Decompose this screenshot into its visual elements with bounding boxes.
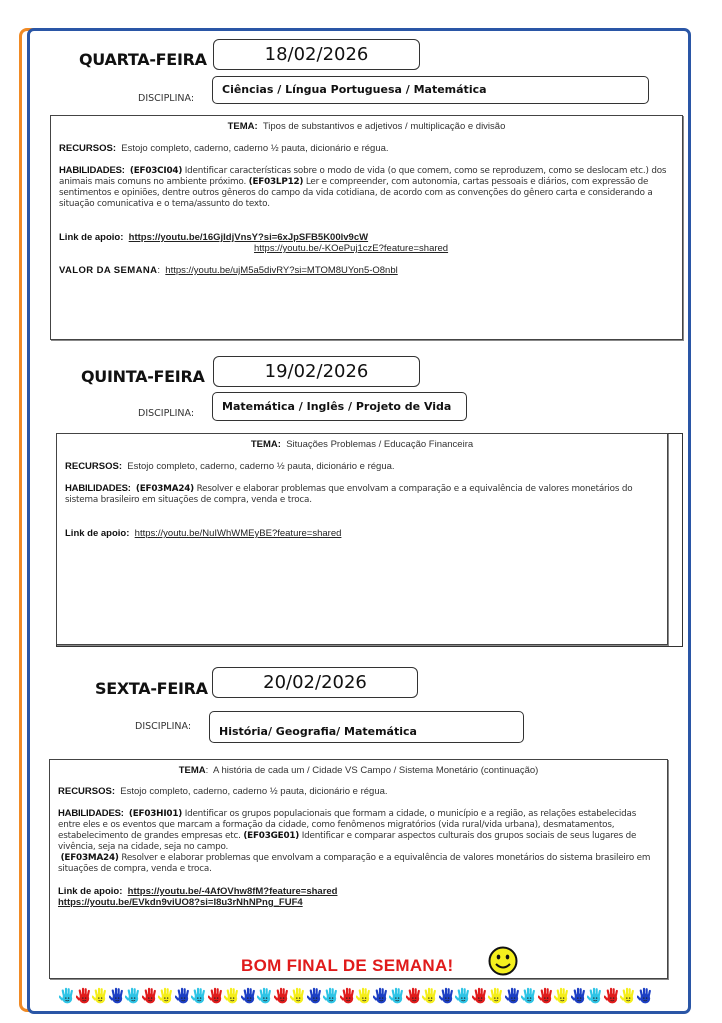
skill-code: (EF03GE01) — [243, 831, 300, 841]
support-link-1[interactable]: https://youtu.be/NuIWhWMEyBE?feature=shared — [134, 528, 342, 539]
recursos-label: RECURSOS: — [59, 143, 117, 154]
hand-icon — [488, 986, 505, 1006]
skill-text: Identificar características sobre o modo de vida (o que comem, como se reproduzem, como se deslocam etc.) dos animais mais comuns no ambiente próximo. — [59, 166, 667, 187]
habilidades-label: HABILIDADES: — [65, 483, 131, 494]
recursos-line — [51, 143, 682, 154]
content-box-wednesday — [50, 115, 683, 340]
hand-icon — [323, 986, 340, 1006]
valor-link[interactable]: https://youtu.be/ujM5a5divRY?si=MTOM8UYon5-O8nbl — [165, 265, 398, 276]
tema-line — [51, 121, 682, 132]
recursos-label: RECURSOS: — [58, 786, 116, 797]
tema-text: A história de cada um / Cidade VS Campo / Sistema Monetário (continuação) — [213, 765, 539, 776]
link-label: Link de apoio: — [58, 886, 123, 897]
recursos-line — [57, 461, 667, 472]
habilidades-paragraph — [50, 808, 667, 875]
date-box-thursday: 19/02/2026 — [213, 356, 420, 387]
skill-code: (EF03LP12) — [248, 177, 304, 187]
habilidades-paragraph — [51, 165, 682, 210]
hand-icon — [59, 986, 76, 1006]
disciplina-box-thursday: Matemática / Inglês / Projeto de Vida — [212, 392, 467, 421]
tema-line — [57, 439, 667, 450]
hand-icon — [109, 986, 126, 1006]
support-link-2[interactable]: https://youtu.be/-KOePuj1czE?feature=shared — [254, 243, 449, 254]
date-box-friday: 20/02/2026 — [212, 667, 418, 698]
hand-icon — [571, 986, 588, 1006]
skill-text: Ler e compreender, com autonomia, cartas pessoais e diários, com expressão de sentimentos e opiniões, dentre outros gêneros do campo da vida cotidiana, de acordo com as convenções do gênero carta e considerando a situação comunicativa e o tema/assunto do texto. — [59, 177, 653, 209]
recursos-text: Estojo completo, caderno, caderno ½ pauta, dicionário e régua. — [120, 786, 388, 797]
link-label: Link de apoio: — [59, 232, 124, 243]
hand-icon — [158, 986, 175, 1006]
hand-icon — [389, 986, 406, 1006]
hand-icon — [142, 986, 159, 1006]
hand-icon — [439, 986, 456, 1006]
support-link-1[interactable]: https://youtu.be/-4AfOVhw8fM?feature=shared — [127, 886, 338, 897]
valor-line: VALOR DA SEMANA: https://youtu.be/ujM5a5divRY?si=MTOM8UYon5-O8nbl — [59, 265, 398, 276]
hand-icon — [538, 986, 555, 1006]
disciplina-label: DISCIPLINA: — [135, 721, 192, 732]
skill-text: Identificar e comparar aspectos culturais dos grupos sociais de seus lugares de vivência, seja na cidade, seja no campo. — [58, 831, 637, 852]
hand-icon — [241, 986, 258, 1006]
hand-icon — [521, 986, 538, 1006]
support-link-1[interactable]: https://youtu.be/16GjIdjVnsY?si=6xJpSFB5K00lv9cW — [128, 232, 369, 243]
hand-icon — [76, 986, 93, 1006]
hands-border-decoration — [59, 986, 659, 1008]
support-links — [51, 232, 682, 243]
hand-icon — [92, 986, 109, 1006]
disciplina-box-friday: História/ Geografia/ Matemática — [209, 711, 524, 743]
support-links-cont — [50, 897, 667, 908]
skill-code: (EF03MA24) — [135, 484, 194, 494]
recursos-line — [50, 786, 667, 797]
hand-icon — [637, 986, 654, 1006]
hand-icon — [307, 986, 324, 1006]
day-title-friday: SEXTA-FEIRA — [95, 679, 208, 698]
skill-text: Identificar os grupos populacionais que formam a cidade, o município e a região, as relações estabelecidas entre eles e os eventos que marcam a formação da cidade, como fenômenos migratórios (vida rural/vida urbana), desmatamentos, estabelecimento de grandes empresas etc. — [58, 809, 637, 841]
link-label: Link de apoio: — [65, 528, 130, 539]
hand-icon — [191, 986, 208, 1006]
skill-text: Resolver e elaborar problemas que envolvam a comparação e a equivalência de valores monetários do sistema brasileiro em situações de compra, venda e troca. — [65, 484, 633, 505]
recursos-text: Estojo completo, caderno, caderno ½ pauta, dicionário e régua. — [127, 461, 395, 472]
skill-text: Resolver e elaborar problemas que envolvam a comparação e a equivalência de valores monetários do sistema brasileiro em situações de compra, venda e troca. — [58, 853, 651, 874]
hand-icon — [274, 986, 291, 1006]
hand-icon — [422, 986, 439, 1006]
support-links — [57, 528, 667, 539]
content-box-friday — [49, 759, 668, 979]
tema-line: TEMA: A história de cada um / Cidade VS Campo / Sistema Monetário (continuação) — [178, 765, 539, 776]
habilidades-paragraph — [57, 483, 667, 506]
hand-icon — [340, 986, 357, 1006]
smiley-icon — [488, 946, 518, 976]
tema-text: Tipos de substantivos e adjetivos / multiplicação e divisão — [262, 121, 506, 132]
skill-code: (EF03CI04) — [129, 166, 183, 176]
habilidades-label: HABILIDADES: — [58, 808, 124, 819]
hand-icon — [224, 986, 241, 1006]
recursos-text: Estojo completo, caderno, caderno ½ pauta, dicionário e régua. — [121, 143, 389, 154]
tema-label: TEMA — [178, 765, 206, 776]
hand-icon — [620, 986, 637, 1006]
date-box-wednesday: 18/02/2026 — [213, 39, 420, 70]
disciplina-label: DISCIPLINA: — [138, 408, 195, 419]
hand-icon — [505, 986, 522, 1006]
hand-icon — [257, 986, 274, 1006]
hand-icon — [125, 986, 142, 1006]
content-box-thursday — [56, 433, 668, 645]
day-title-wednesday: QUARTA-FEIRA — [79, 50, 207, 69]
support-links — [50, 886, 667, 897]
hand-icon — [455, 986, 472, 1006]
hand-icon — [290, 986, 307, 1006]
tema-label: TEMA: — [250, 439, 281, 450]
hand-icon — [175, 986, 192, 1006]
disciplina-box-wednesday: Ciências / Língua Portuguesa / Matemática — [212, 76, 649, 104]
tema-text: Situações Problemas / Educação Financeira — [286, 439, 474, 450]
hand-icon — [208, 986, 225, 1006]
hand-icon — [406, 986, 423, 1006]
hand-icon — [356, 986, 373, 1006]
day-title-thursday: QUINTA-FEIRA — [81, 367, 205, 386]
support-links-cont — [51, 243, 682, 254]
hand-icon — [604, 986, 621, 1006]
hand-icon — [373, 986, 390, 1006]
valor-label: VALOR DA SEMANA — [59, 265, 158, 276]
skill-code: (EF03MA24) — [60, 853, 119, 863]
skill-code: (EF03HI01) — [128, 809, 183, 819]
recursos-label: RECURSOS: — [65, 461, 123, 472]
disciplina-label: DISCIPLINA: — [138, 93, 195, 104]
hand-icon — [472, 986, 489, 1006]
habilidades-label: HABILIDADES: — [59, 165, 125, 176]
tema-label: TEMA: — [227, 121, 258, 132]
hand-icon — [554, 986, 571, 1006]
farewell-message: BOM FINAL DE SEMANA! — [241, 956, 454, 975]
hand-icon — [587, 986, 604, 1006]
support-link-2[interactable]: https://youtu.be/EVkdn9viUO8?si=I8u3rNhNPng_FUF4 — [58, 897, 303, 908]
